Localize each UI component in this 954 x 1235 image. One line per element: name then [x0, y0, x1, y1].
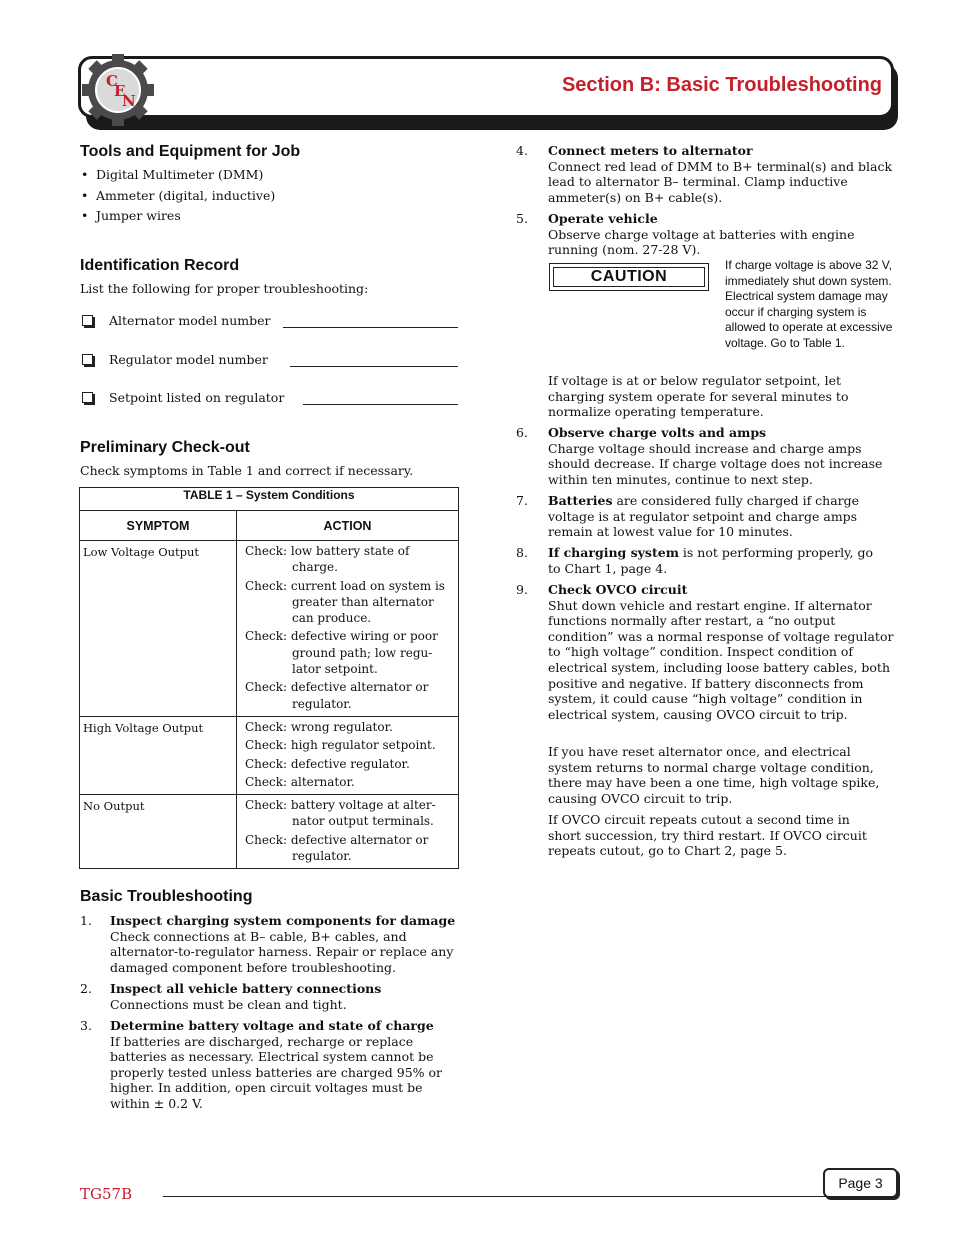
- action-cell: [237, 716, 459, 794]
- action-item: Check: defective alternator or regulator.: [245, 832, 429, 864]
- system-conditions-table: [79, 487, 459, 869]
- step-text: is not performing properly, go to Chart 1, page 4.: [548, 545, 873, 576]
- step-text: are considered fully charged if charge voltage is at regulator setpoint and charge amps remain at lowest value for 10 minutes.: [548, 493, 860, 540]
- action-item: Check: wrong regulator.: [245, 719, 393, 734]
- tools-list: [81, 167, 461, 229]
- checkbox-row-alternator[interactable]: [80, 313, 458, 331]
- step-title: Determine battery voltage and state of charge: [110, 1018, 434, 1033]
- step-title: Inspect charging system components for damage: [110, 913, 456, 928]
- step-title: If charging system: [548, 545, 679, 560]
- step-text: Check connections at B– cable, B+ cables, and alternator-to-regulator harness. Repair or replace any damaged component before troubleshooting.: [110, 928, 454, 975]
- ovco-paragraph-3: If OVCO circuit repeats cutout a second time in short succession, try third restart. If OVCO circuit repeats cutout, go to Chart 2, page 5.: [548, 812, 867, 859]
- step-number: 3.: [80, 1018, 92, 1033]
- caution-label: CAUTION: [553, 267, 705, 287]
- checkbox-label: Alternator model number: [109, 313, 274, 328]
- identification-intro: List the following for proper troubleshooting:: [80, 281, 369, 296]
- precheck-intro: Check symptoms in Table 1 and correct if necessary.: [80, 463, 414, 478]
- table-row: [80, 795, 459, 869]
- step-title: Observe charge volts and amps: [548, 425, 767, 440]
- action-item: Check: high regulator setpoint.: [245, 738, 436, 753]
- step-number: 8.: [516, 545, 528, 560]
- page-title: Section B: Basic Troubleshooting: [561, 74, 882, 96]
- step-number: 2.: [80, 981, 92, 996]
- step-text: Charge voltage should increase and charge amps should decrease. If charge voltage does not increase within ten minutes, continue to next step.: [548, 440, 883, 487]
- checkbox-row-regulator[interactable]: [80, 352, 458, 370]
- logo-letter-n: N: [122, 92, 136, 110]
- step-text: Shut down vehicle and restart engine. If alternator functions normally after restart, a “no output condition” was a normal response of voltage regulator to “high voltage” condition. Inspect condition of electrical system, including loose battery cables, both positive and negative. If battery disconnects from system, it could cause “high voltage” condition in electrical system, causing OVCO circuit to trip.: [548, 597, 894, 722]
- footer-rule: [163, 1196, 898, 1197]
- action-item: Check: defective alternator or regulator.: [245, 680, 429, 711]
- checkbox[interactable]: [82, 354, 93, 365]
- table-row: [80, 541, 459, 717]
- fill-line: [283, 327, 458, 328]
- step-title: Inspect all vehicle battery connections: [110, 981, 382, 996]
- step-number: 4.: [516, 143, 528, 158]
- basic-troubleshooting-heading: Basic Troubleshooting: [80, 888, 253, 905]
- identification-heading: Identification Record: [80, 257, 240, 274]
- checkbox-label: Setpoint listed on regulator: [109, 390, 287, 405]
- action-item: Check: current load on system is greater than alternator can produce.: [245, 578, 445, 626]
- step-title: Check OVCO circuit: [548, 582, 688, 597]
- symptom-cell: Low Voltage Output: [80, 541, 237, 717]
- fill-line: [303, 404, 458, 405]
- checkbox-row-setpoint[interactable]: [80, 390, 458, 408]
- action-item: Check: low battery state of charge.: [245, 544, 410, 575]
- step-text: Connections must be clean and tight.: [110, 996, 347, 1012]
- logo-letter-e: E: [114, 82, 126, 100]
- step-text: Observe charge voltage at batteries with engine running (nom. 27-28 V).: [548, 226, 855, 258]
- column-header-action: ACTION: [237, 511, 459, 541]
- column-header-symptom: SYMPTOM: [80, 511, 237, 541]
- step-title: Connect meters to alternator: [548, 143, 753, 158]
- list-item: • Jumper wires: [81, 208, 461, 224]
- tools-heading: Tools and Equipment for Job: [80, 143, 301, 160]
- step-number: 1.: [80, 913, 92, 928]
- checkbox[interactable]: [82, 392, 93, 403]
- action-item: Check: battery voltage at alternator output terminals.: [245, 798, 436, 829]
- action-item: Check: defective regulator.: [245, 756, 410, 771]
- action-item: Check: defective wiring or poor ground path; low regulator setpoint.: [245, 629, 438, 677]
- checkbox-label: Regulator model number: [109, 352, 271, 367]
- symptom-cell: No Output: [80, 795, 237, 869]
- checkbox[interactable]: [82, 315, 93, 326]
- action-cell: [237, 795, 459, 869]
- step-number: 5.: [516, 211, 528, 226]
- action-cell: [237, 541, 459, 717]
- page-number-badge: Page 3: [823, 1168, 898, 1198]
- after-caution-text: If voltage is at or below regulator setpoint, let charging system operate for several minutes to normalize operating temperature.: [548, 373, 849, 420]
- precheck-heading: Preliminary Check-out: [80, 439, 250, 456]
- fill-line: [290, 366, 458, 367]
- step-number: 9.: [516, 582, 528, 597]
- document-code: TG57B: [80, 1185, 133, 1203]
- symptom-cell: High Voltage Output: [80, 716, 237, 794]
- cen-gear-logo: [80, 54, 160, 126]
- table-caption: TABLE 1 – System Conditions: [80, 488, 459, 511]
- logo-letter-c: C: [106, 72, 118, 90]
- step-number: 7.: [516, 493, 528, 508]
- list-item: • Digital Multimeter (DMM): [81, 167, 461, 183]
- step-text: Connect red lead of DMM to B+ terminal(s) and black lead to alternator B– terminal. Clamp inductive ammeter(s) on B+ cable(s).: [548, 158, 893, 205]
- step-text: If batteries are discharged, recharge or replace batteries as necessary. Electrical system cannot be properly tested unless batteries are charged 95% or higher. In addition, open circuit voltages must be within ± 0.2 V.: [110, 1033, 443, 1111]
- table-row: [80, 716, 459, 794]
- action-item: Check: alternator.: [245, 774, 355, 789]
- caution-box: [549, 263, 709, 291]
- step-title: Operate vehicle: [548, 211, 658, 226]
- step-title: Batteries: [548, 493, 613, 508]
- list-item: • Ammeter (digital, inductive): [81, 188, 461, 204]
- caution-text: If charge voltage is above 32 V, immediately shut down system. Electrical system damage may occur if charging system is allowed to operate at excessive voltage. Go to Table 1.: [725, 258, 893, 350]
- step-number: 6.: [516, 425, 528, 440]
- ovco-paragraph-2: If you have reset alternator once, and electrical system returns to normal charge voltage condition, there may have been a one time, high voltage spike, causing OVCO circuit to trip.: [548, 744, 880, 806]
